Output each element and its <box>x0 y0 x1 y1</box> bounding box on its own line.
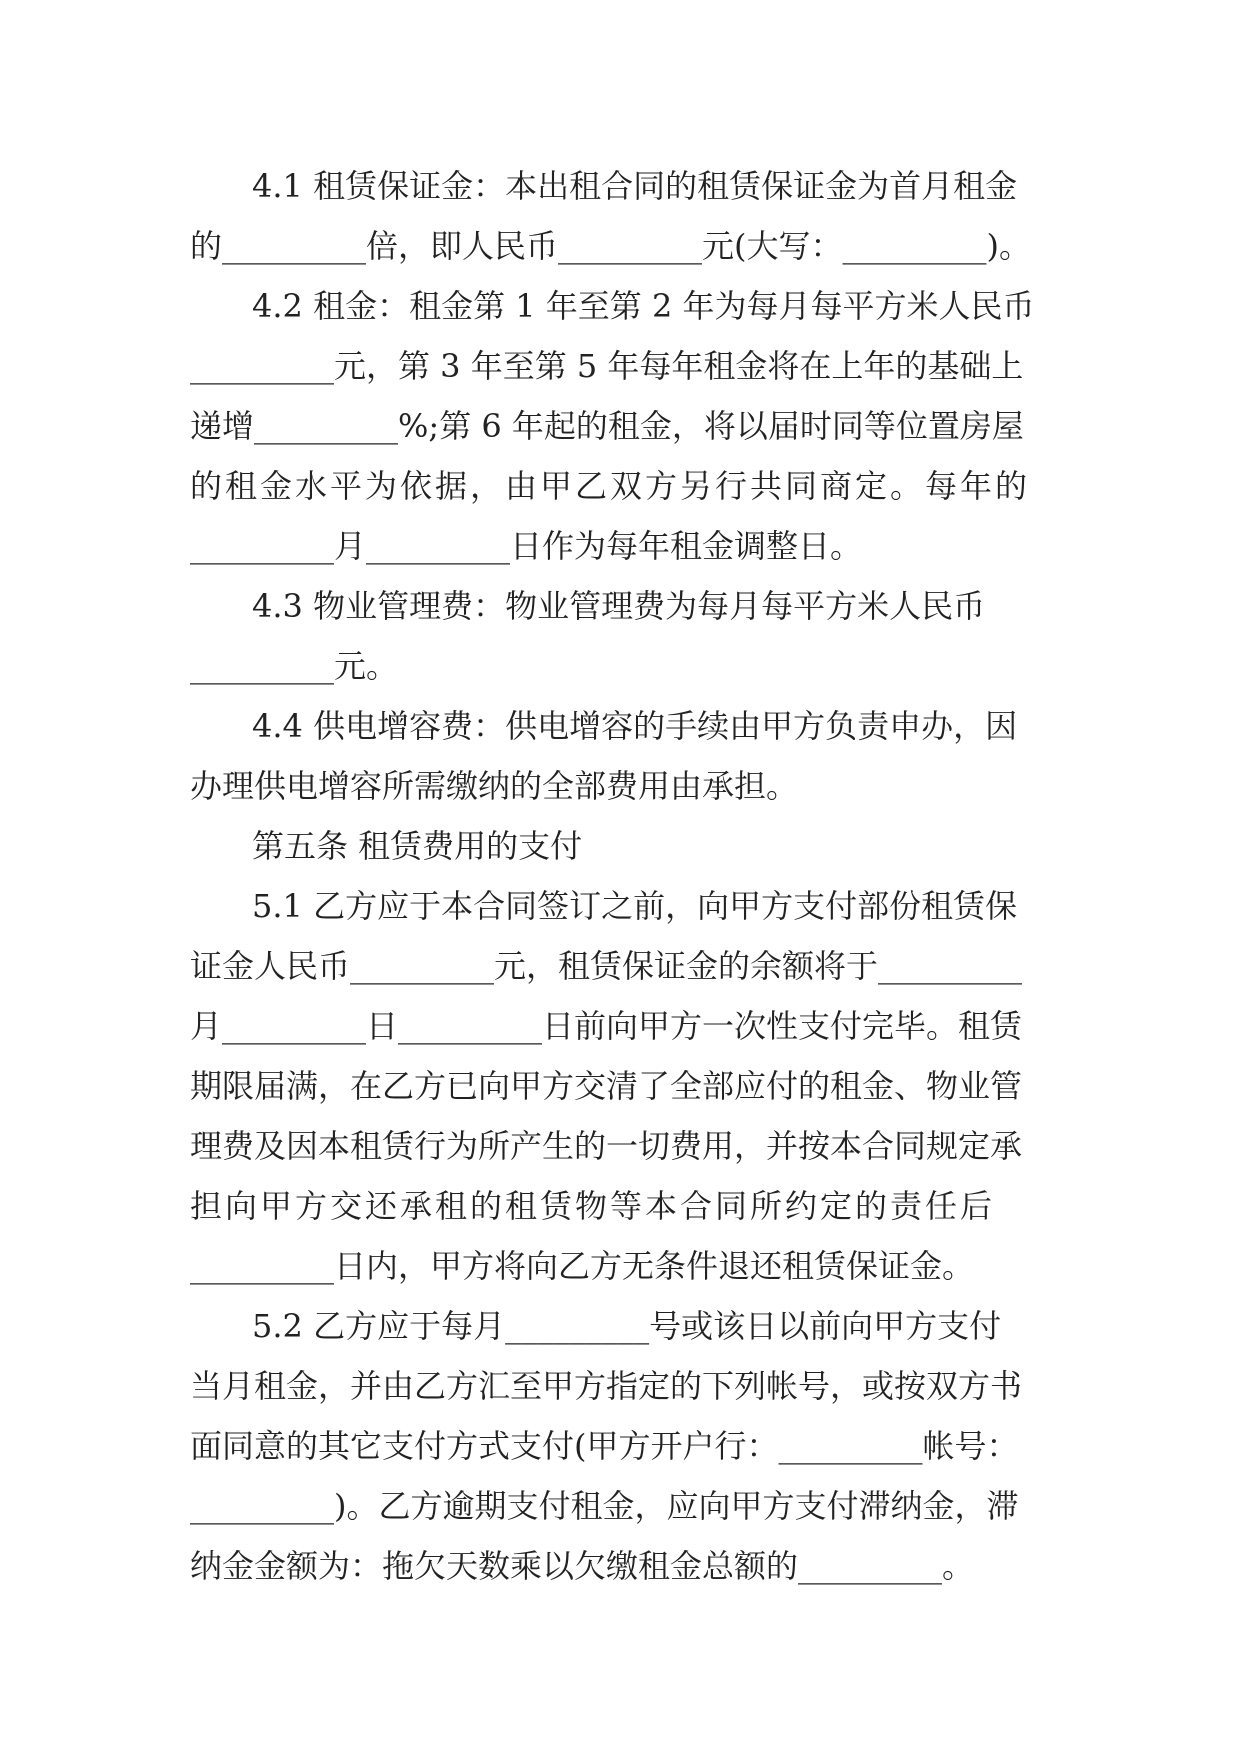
clause-4-1-line-1: 4.1 租赁保证金：本出租合同的租赁保证金为首月租金 <box>252 167 1018 205</box>
clause-5-2-line-1: 5.2 乙方应于每月_________号或该日以前向甲方支付 <box>252 1307 1002 1345</box>
clause-4-2-line-5: _________月_________日作为每年租金调整日。 <box>190 527 863 565</box>
clause-4-1-line-2: 的_________倍，即人民币_________元(大写：_________)。 <box>190 227 1031 265</box>
clause-5-1-line-4: 期限届满，在乙方已向甲方交清了全部应付的租金、物业管 <box>190 1067 1023 1105</box>
clause-4-4-line-1: 4.4 供电增容费：供电增容的手续由甲方负责申办，因 <box>252 707 1018 745</box>
clause-5-1-line-7: _________日内，甲方将向乙方无条件退还租赁保证金。 <box>190 1247 975 1285</box>
clause-5-1-line-6: 担向甲方交还承租的租赁物等本合同所约定的责任后 <box>190 1187 996 1225</box>
clause-4-2-line-4: 的租金水平为依据，由甲乙双方另行共同商定。每年的 <box>190 467 1031 505</box>
article-5-heading: 第五条 租赁费用的支付 <box>252 827 583 865</box>
clause-5-2-line-4: _________)。乙方逾期支付租金，应向甲方支付滞纳金，滞 <box>190 1487 1019 1525</box>
clause-5-2-line-3: 面同意的其它支付方式支付(甲方开户行：_________帐号： <box>190 1427 1019 1465</box>
clause-5-1-line-2: 证金人民币_________元，租赁保证金的余额将于_________ <box>190 947 1023 985</box>
clause-5-1-line-1: 5.1 乙方应于本合同签订之前，向甲方支付部份租赁保 <box>252 887 1018 925</box>
clause-5-1-line-3: 月_________日_________日前向甲方一次性支付完毕。租赁 <box>190 1007 1023 1045</box>
clause-4-3-line-1: 4.3 物业管理费：物业管理费为每月每平方米人民币 <box>252 587 986 625</box>
clause-4-2-line-3: 递增_________%;第 6 年起的租金，将以届时同等位置房屋 <box>190 407 1024 445</box>
clause-4-2-line-2: _________元，第 3 年至第 5 年每年租金将在上年的基础上 <box>190 347 1024 385</box>
clause-4-2-line-1: 4.2 租金：租金第 1 年至第 2 年为每月每平方米人民币 <box>252 287 1035 325</box>
clause-4-3-line-2: _________元。 <box>190 647 399 685</box>
clause-5-2-line-5: 纳金金额为：拖欠天数乘以欠缴租金总额的_________。 <box>190 1547 975 1585</box>
clause-5-2-line-2: 当月租金，并由乙方汇至甲方指定的下列帐号，或按双方书 <box>190 1367 1023 1405</box>
clause-4-4-line-2: 办理供电增容所需缴纳的全部费用由承担。 <box>190 767 799 805</box>
clause-5-1-line-5: 理费及因本租赁行为所产生的一切费用，并按本合同规定承 <box>190 1127 1023 1165</box>
